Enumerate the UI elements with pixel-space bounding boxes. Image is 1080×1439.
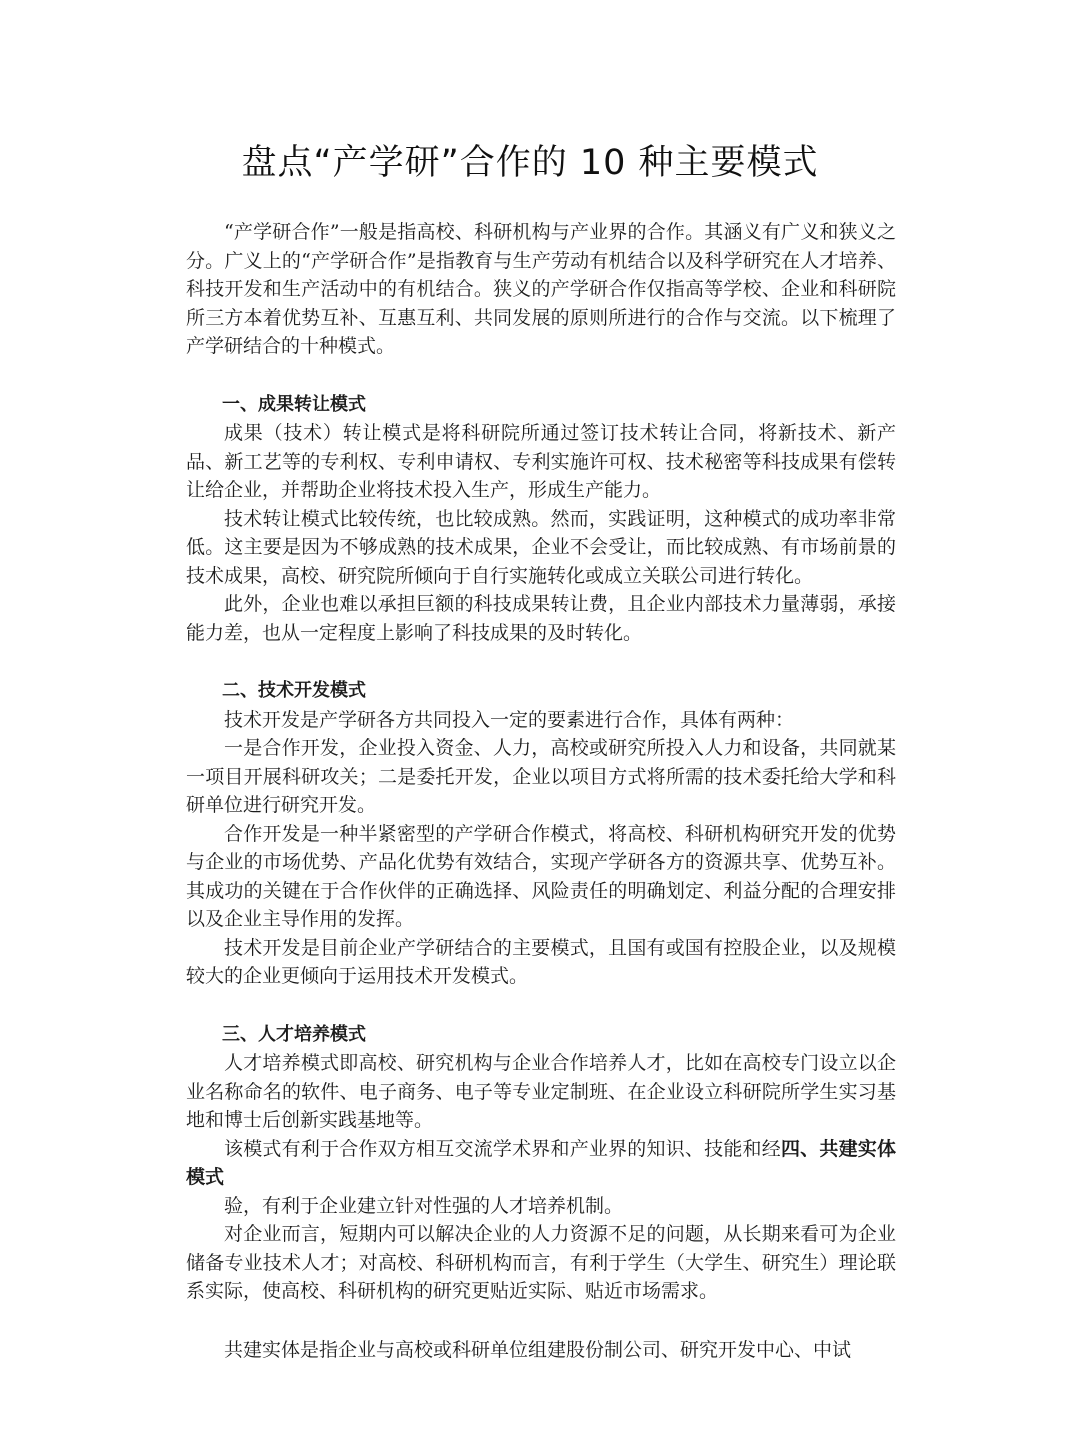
section-3-paragraph-mixed (186, 1135, 896, 1192)
section-2-paragraph: 一是合作开发，企业投入资金、人力，高校或研究所投入人力和设备，共同就某一项目开展科研攻关；二是委托开发，企业以项目方式将所需的技术委托给大学和科研单位进行研究开发。 (186, 737, 896, 816)
section-1-heading: 一、成果转让模式 (222, 393, 366, 415)
section-4-heading-inline: 四、共建实体模式 (186, 1137, 896, 1188)
section-1-paragraph: 此外，企业也难以承担巨额的科技成果转让费，且企业内部技术力量薄弱，承接能力差，也从一定程度上影响了科技成果的及时转化。 (186, 593, 896, 644)
section-4-paragraph: 共建实体是指企业与高校或科研单位组建股份制公司、研究开发中心、中试 (224, 1338, 852, 1361)
section-3-paragraph-start: 该模式有利于合作双方相互交流学术界和产业界的知识、技能和经 (224, 1137, 781, 1160)
spacer (186, 647, 896, 677)
section-1-paragraph: 技术转让模式比较传统，也比较成熟。然而，实践证明，这种模式的成功率非常低。这主要是因为不够成熟的技术成果，企业不会受让，而比较成熟、有市场前景的技术成果，高校、研究院所倾向于自行实施转化或成立关联公司进行转化。 (186, 507, 896, 587)
document-body (186, 218, 896, 1364)
document-title: 盘点“产学研”合作的 10 种主要模式 (241, 143, 819, 183)
section-3-paragraph: 对企业而言，短期内可以解决企业的人力资源不足的问题，从长期来看可为企业储备专业技术人才；对高校、科研机构而言，有利于学生（大学生、研究生）理论联系实际，使高校、科研机构的研究更贴近实际、贴近市场需求。 (186, 1223, 896, 1302)
spacer (186, 991, 896, 1021)
section-2-paragraph: 合作开发是一种半紧密型的产学研合作模式，将高校、科研机构研究开发的优势与企业的市场优势、产品化优势有效结合，实现产学研各方的资源共享、优势互补。其成功的关键在于合作伙伴的正确选择、风险责任的明确划定、利益分配的合理安排以及企业主导作用的发挥。 (186, 822, 896, 930)
spacer (186, 1306, 896, 1336)
section-2-heading: 二、技术开发模式 (222, 680, 366, 701)
section-3-heading: 三、人才培养模式 (222, 1023, 366, 1045)
intro-paragraph: “产学研合作”一般是指高校、科研机构与产业界的合作。其涵义有广义和狭义之分。广义上的“产学研合作”是指教育与生产劳动有机结合以及科学研究在人才培养、科技开发和生产活动中的有机结合。狭义的产学研合作仅指高等学校、企业和科研院所三方本着优势互补、互惠互利、共同发展的原则所进行的合作与交流。以下梳理了产学研结合的十种模式。 (186, 221, 896, 357)
spacer (186, 361, 896, 391)
section-3-paragraph: 人才培养模式即高校、研究机构与企业合作培养人才，比如在高校专门设立以企业名称命名的软件、电子商务、电子等专业定制班、在企业设立科研院所学生实习基地和博士后创新实践基地等。 (186, 1052, 896, 1131)
section-3-paragraph: 验，有利于企业建立针对性强的人才培养机制。 (224, 1194, 624, 1217)
section-1-paragraph: 成果（技术）转让模式是将科研院所通过签订技术转让合同，将新技术、新产品、新工艺等的专利权、专利申请权、专利实施许可权、技术秘密等科技成果有偿转让给企业，并帮助企业将技术投入生产，形成生产能力。 (186, 422, 896, 501)
section-2-paragraph: 技术开发是目前企业产学研结合的主要模式，且国有或国有控股企业，以及规模较大的企业更倾向于运用技术开发模式。 (186, 936, 896, 987)
section-2-paragraph: 技术开发是产学研各方共同投入一定的要素进行合作，具体有两种： (224, 708, 795, 731)
